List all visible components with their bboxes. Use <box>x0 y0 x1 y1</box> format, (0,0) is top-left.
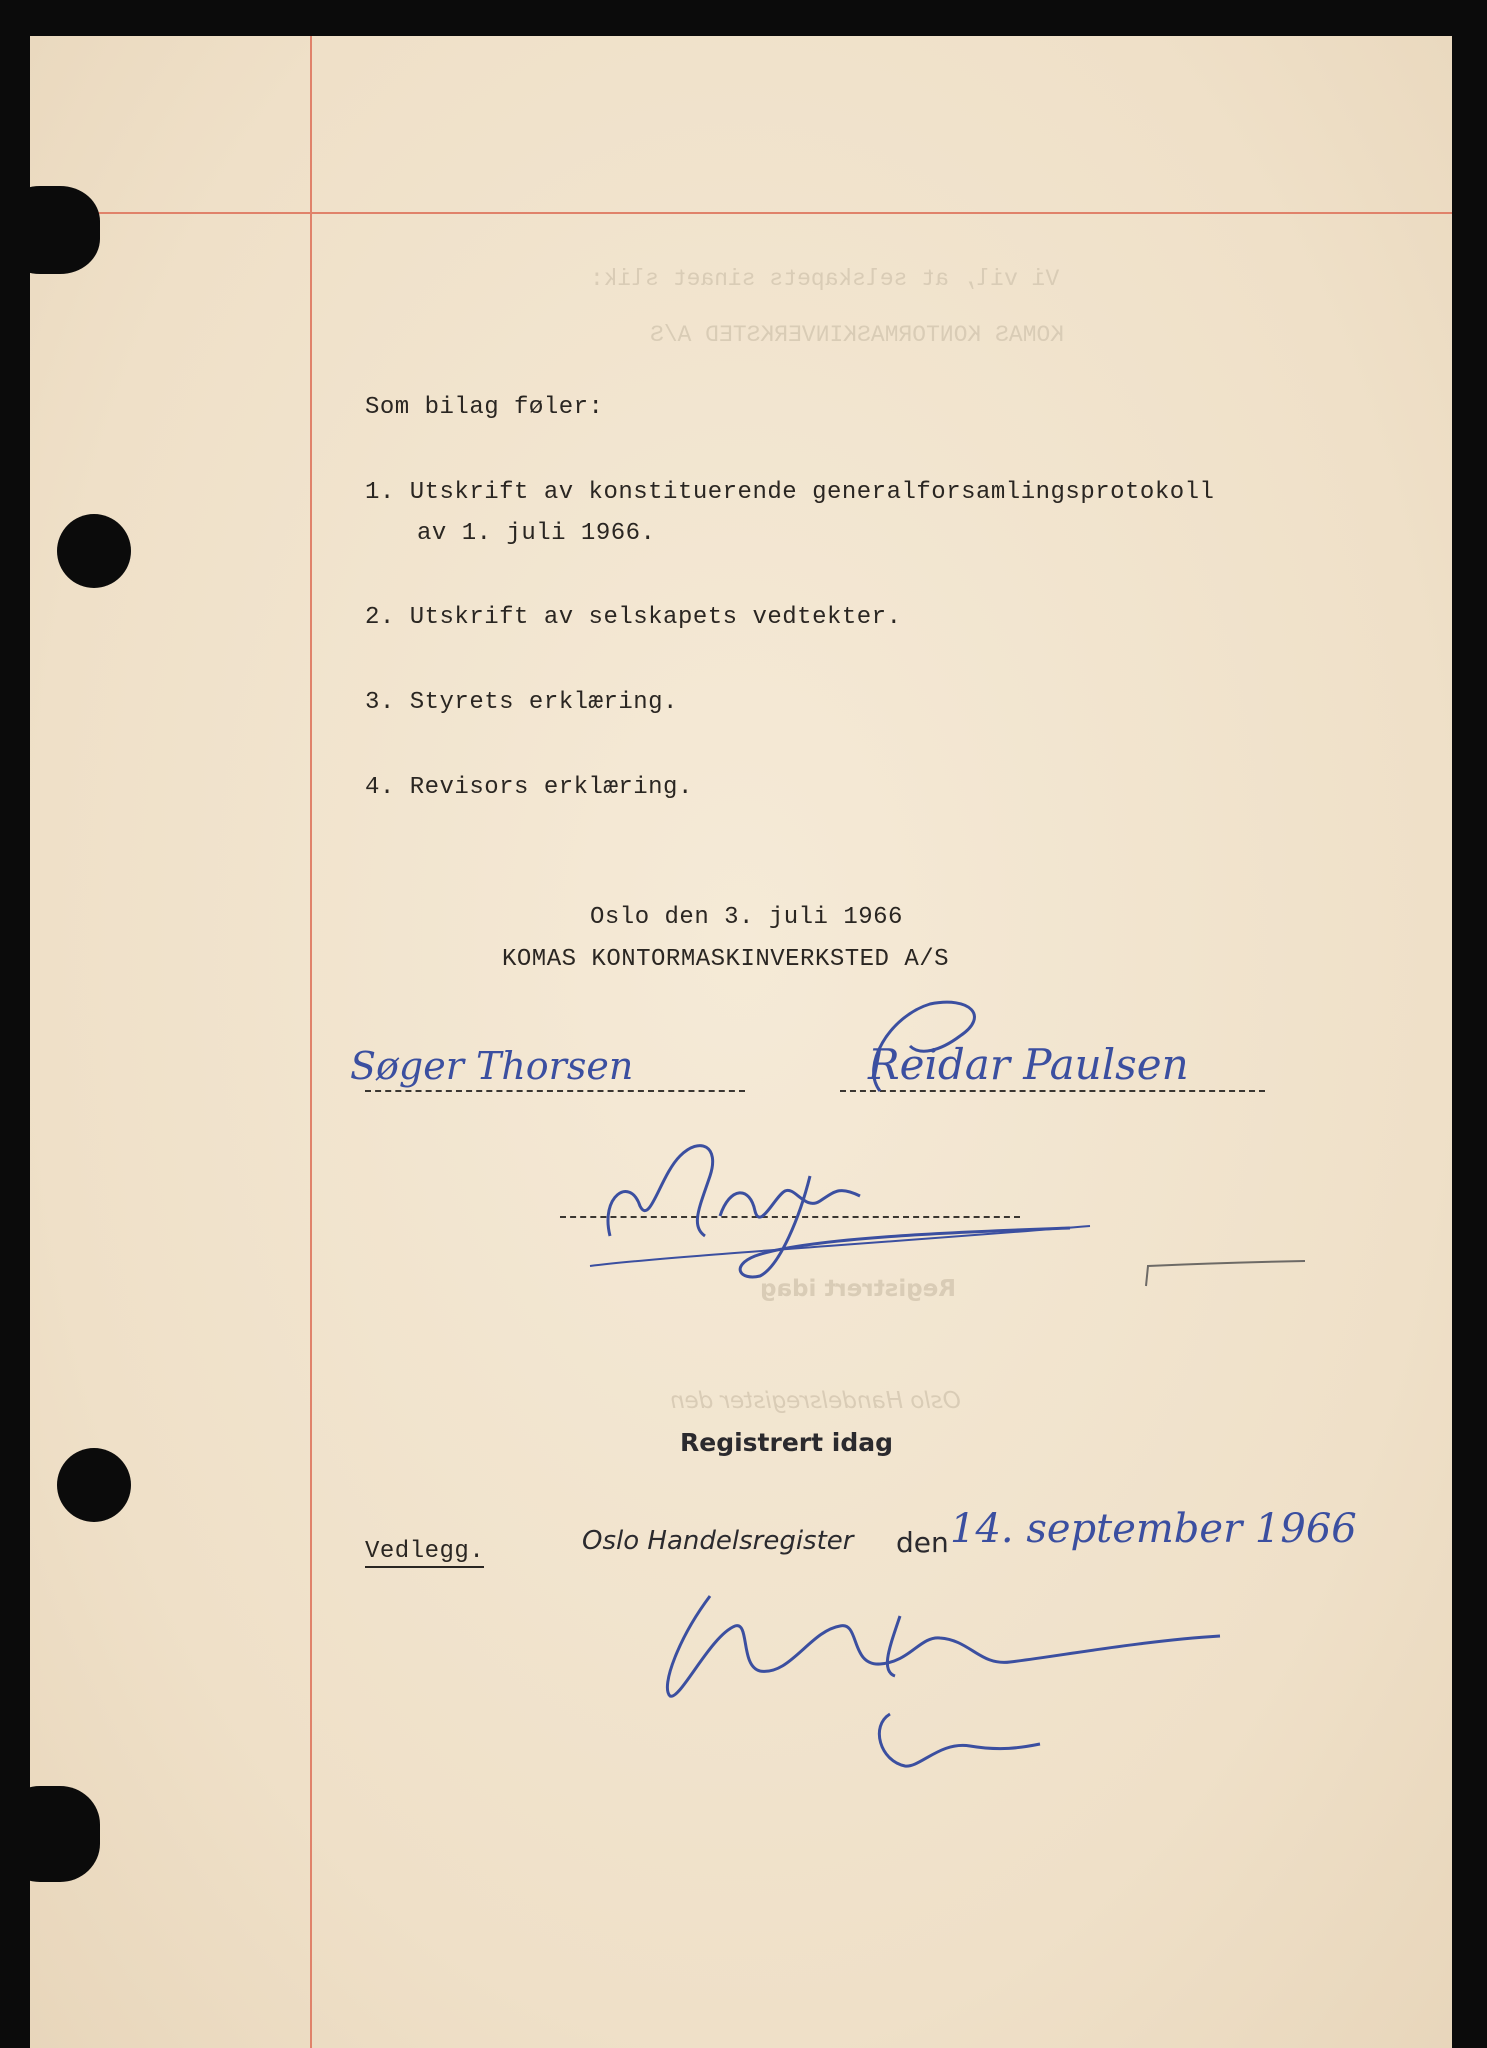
handwritten-date: 14. september 1966 <box>950 1506 1357 1552</box>
signature-right: Reidar Paulsen <box>868 1040 1189 1089</box>
hand-mark-right <box>1140 1256 1310 1296</box>
stamp-registered: Registrert idag <box>680 1428 894 1457</box>
ghost-stamp-register: Oslo Handelsregister den <box>670 1388 961 1414</box>
ghost-line-2: KOMAS KONTORMASKINVERKSTED A/S <box>650 322 1065 348</box>
list-item-1-line-1: 1. Utskrift av konstituerende generalforsamlingsprotokoll <box>365 479 1215 506</box>
list-item-2: 2. Utskrift av selskapets vedtekter. <box>365 604 902 631</box>
registrar-signature <box>640 1576 1240 1786</box>
margin-rule-vertical <box>310 36 312 2048</box>
punch-hole-bottom <box>57 1448 131 1522</box>
margin-rule-horizontal <box>30 212 1452 214</box>
attachments-label-text: Vedlegg. <box>365 1538 484 1568</box>
ghost-stamp-registered: Registrert idag <box>760 1276 956 1302</box>
list-item-4: 4. Revisors erklæring. <box>365 774 693 801</box>
place-date: Oslo den 3. juli 1966 <box>590 904 903 931</box>
signature-line-left <box>365 1090 745 1092</box>
ghost-line-1: Vi vil, at selskapets sinaet slik: <box>590 266 1060 292</box>
stamp-register-name: Oslo Handelsregister <box>582 1526 854 1556</box>
signature-third <box>570 1116 1090 1286</box>
punch-hole-top <box>57 514 131 588</box>
attachments-label <box>365 1538 484 1565</box>
attachments-heading: Som bilag føler: <box>365 394 604 421</box>
stamp-den: den <box>896 1526 949 1559</box>
list-item-1-line-2: av 1. juli 1966. <box>417 520 656 547</box>
signature-left: Søger Thorsen <box>350 1044 634 1088</box>
edge-tear-2 <box>30 1786 100 1882</box>
list-item-3: 3. Styrets erklæring. <box>365 689 678 716</box>
document-page <box>30 36 1452 2048</box>
signature-right-flourish <box>850 996 1110 1106</box>
edge-tear-1 <box>30 186 100 274</box>
company-name: KOMAS KONTORMASKINVERKSTED A/S <box>502 946 950 973</box>
